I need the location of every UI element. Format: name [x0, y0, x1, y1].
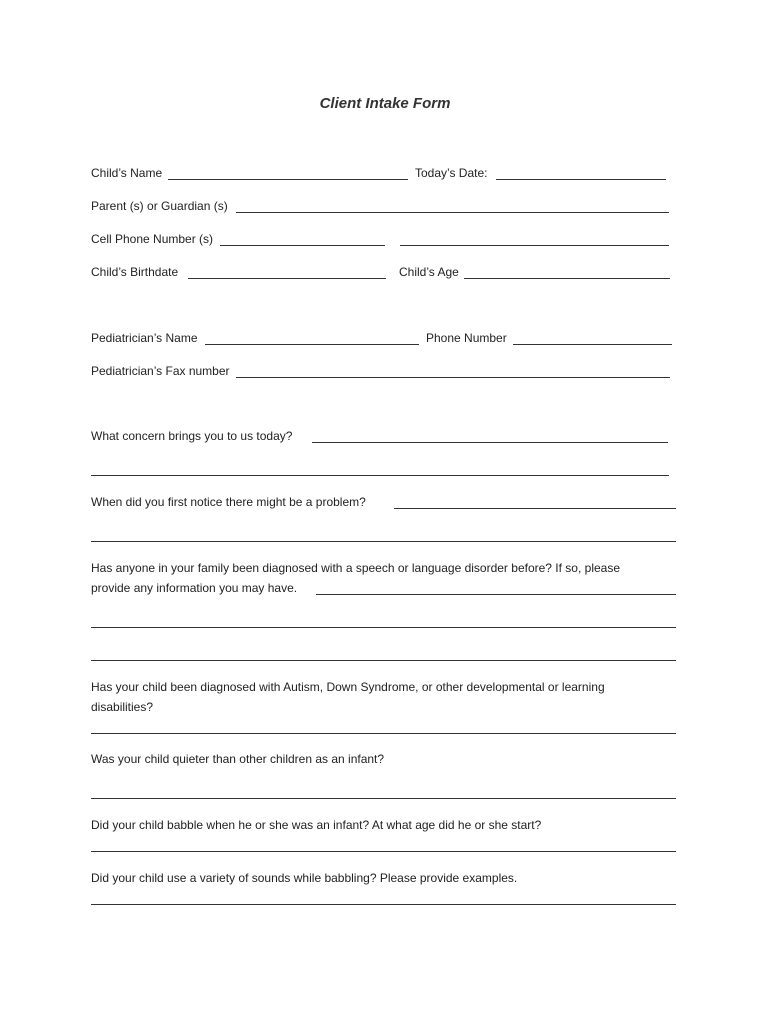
- birthdate-label: Child’s Birthdate: [91, 265, 179, 279]
- concern-field[interactable]: [312, 429, 668, 443]
- childs-name-field[interactable]: [168, 166, 408, 180]
- diagnosis-answer-line[interactable]: [91, 733, 676, 734]
- cell-phone-label: Cell Phone Number (s): [91, 232, 214, 246]
- pediatrician-name-label: Pediatrician’s Name: [91, 331, 198, 345]
- family-history-question-line1: Has anyone in your family been diagnosed with a speech or language disorder before? If so, please: [91, 561, 621, 575]
- family-history-question-line2: provide any information you may have.: [91, 581, 298, 595]
- todays-date-field[interactable]: [496, 166, 666, 180]
- phone-number-field[interactable]: [513, 331, 672, 345]
- first-notice-answer-line[interactable]: [91, 541, 676, 542]
- age-label: Child’s Age: [399, 265, 459, 279]
- concern-question: What concern brings you to us today?: [91, 429, 293, 443]
- diagnosis-question-line2: disabilities?: [91, 700, 154, 714]
- babble-question: Did your child babble when he or she was an infant? At what age did he or she start?: [91, 818, 542, 832]
- family-history-field[interactable]: [316, 581, 676, 595]
- babble-answer-line[interactable]: [91, 851, 676, 852]
- variety-question: Did your child use a variety of sounds while babbling? Please provide examples.: [91, 871, 518, 885]
- parents-field[interactable]: [236, 199, 669, 213]
- quieter-answer-line[interactable]: [91, 798, 676, 799]
- childs-name-label: Child’s Name: [91, 166, 163, 180]
- cell-phone-field-2[interactable]: [400, 232, 669, 246]
- family-history-answer-line-2[interactable]: [91, 660, 676, 661]
- concern-answer-line[interactable]: [91, 475, 669, 476]
- first-notice-question: When did you first notice there might be a problem?: [91, 495, 366, 509]
- todays-date-label: Today’s Date:: [415, 166, 488, 180]
- parents-label: Parent (s) or Guardian (s): [91, 199, 228, 213]
- family-history-answer-line-1[interactable]: [91, 627, 676, 628]
- pediatrician-name-field[interactable]: [205, 331, 419, 345]
- variety-answer-line[interactable]: [91, 904, 676, 905]
- diagnosis-question-line1: Has your child been diagnosed with Autism, Down Syndrome, or other developmental or learning: [91, 680, 605, 694]
- age-field[interactable]: [464, 265, 670, 279]
- phone-number-label: Phone Number: [426, 331, 507, 345]
- cell-phone-field-1[interactable]: [220, 232, 385, 246]
- fax-number-field[interactable]: [236, 364, 670, 378]
- form-title: Client Intake Form: [319, 95, 451, 112]
- quieter-question: Was your child quieter than other children as an infant?: [91, 752, 385, 766]
- first-notice-field[interactable]: [394, 495, 676, 509]
- fax-number-label: Pediatrician’s Fax number: [91, 364, 230, 378]
- birthdate-field[interactable]: [188, 265, 386, 279]
